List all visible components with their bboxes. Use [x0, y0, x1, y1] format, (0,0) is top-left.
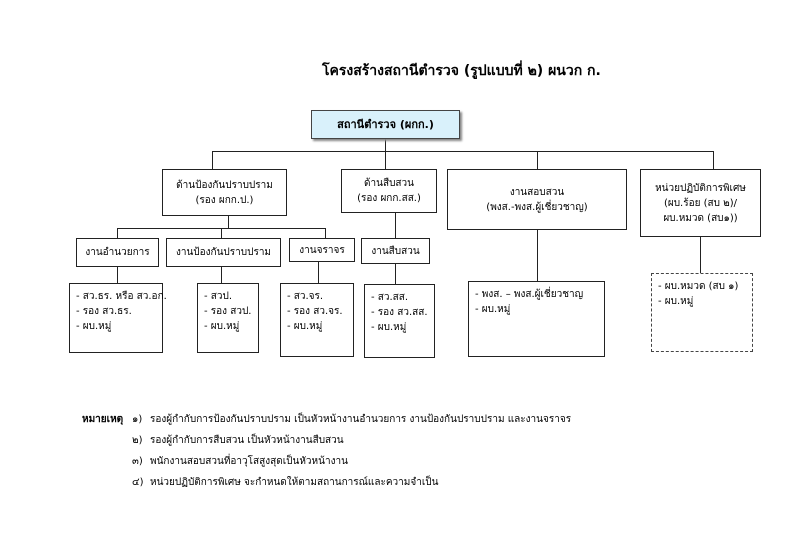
unit-label: งานสืบสวน	[371, 245, 420, 257]
note-row	[82, 430, 571, 451]
staff-item: - รอง สว.จร.	[287, 306, 343, 317]
division-label: ด้านสืบสวน	[364, 178, 414, 189]
note-row	[82, 409, 571, 430]
chart-title: โครงสร้างสถานีตำรวจ (รูปแบบที่ ๒) ผนวก ก.	[322, 63, 601, 79]
connector-line	[221, 228, 222, 238]
division-investigation	[341, 169, 437, 213]
unit-traffic	[289, 238, 355, 262]
staff-item: - ผบ.หมู่	[475, 304, 511, 315]
staff-item: - สว.จร.	[287, 291, 324, 302]
staff-list-prevention	[197, 283, 259, 353]
division-sublabel: (พงส.-พงส.ผู้เชี่ยวชาญ)	[486, 201, 588, 213]
connector-line	[212, 151, 213, 169]
staff-list-traffic	[280, 283, 354, 357]
connector-line	[221, 267, 222, 283]
top-node-label: สถานีตำรวจ (ผกก.)	[337, 118, 434, 131]
connector-line	[385, 139, 386, 151]
division-label: หน่วยปฏิบัติการพิเศษ	[655, 182, 746, 194]
staff-item: - ผบ.หมวด (สบ ๑)	[658, 281, 739, 292]
notes-label: หมายเหตุ	[82, 414, 124, 425]
connector-line	[700, 237, 701, 273]
unit-label: งานป้องกันปราบปราม	[175, 247, 272, 258]
staff-item: - ผบ.หมู่	[204, 321, 240, 332]
division-special-ops	[640, 169, 761, 237]
connector-line	[117, 267, 118, 283]
division-label: งานสอบสวน	[509, 186, 565, 198]
staff-item: - ผบ.หมู่	[287, 321, 323, 332]
note-number: ๑)	[132, 414, 143, 425]
staff-item: - รอง สวป.	[204, 306, 252, 317]
connector-line	[395, 264, 396, 284]
note-number: ๓)	[132, 456, 143, 467]
connector-line	[385, 151, 386, 169]
connector-line	[212, 151, 713, 152]
staff-item: - รอง สว.สส.	[371, 307, 428, 318]
staff-list-administration	[69, 283, 167, 353]
staff-item: - สว.ธร. หรือ สว.อก.	[76, 291, 167, 302]
connector-line	[537, 151, 538, 169]
staff-item: - ผบ.หมู่	[76, 321, 112, 332]
connector-line	[395, 213, 396, 238]
connector-line	[325, 228, 326, 238]
staff-item: - สว.สส.	[371, 292, 409, 303]
division-sublabel: (รอง ผกก.สส.)	[357, 193, 421, 204]
note-text: รองผู้กำกับการสืบสวน เป็นหัวหน้างานสืบสวน	[150, 435, 344, 446]
note-text: หน่วยปฏิบัติการพิเศษ จะกำหนดให้ตามสถานการณ์และความจำเป็น	[150, 477, 439, 488]
unit-label: งานจราจร	[299, 244, 345, 256]
staff-list-special-ops	[651, 273, 753, 352]
note-text: พนักงานสอบสวนที่อาวุโสสูงสุดเป็นหัวหน้างาน	[150, 456, 348, 467]
division-inquiry	[447, 169, 627, 230]
unit-administration	[76, 238, 159, 267]
connector-line	[537, 230, 538, 281]
division-label: ด้านป้องกันปราบปราม	[176, 179, 273, 191]
staff-item: - สวป.	[204, 291, 233, 302]
note-number: ๒)	[132, 435, 143, 446]
unit-label: งานอำนวยการ	[85, 247, 150, 258]
staff-list-investigation	[364, 284, 435, 358]
note-row	[82, 451, 571, 472]
staff-list-inquiry	[468, 281, 605, 357]
division-sublabel: (ผบ.ร้อย (สบ ๒)/	[663, 197, 738, 209]
top-node-police-station	[311, 110, 460, 139]
division-prevention	[162, 169, 287, 216]
unit-prevention	[166, 238, 281, 267]
staff-item: - ผบ.หมู่	[658, 296, 694, 307]
connector-line	[713, 151, 714, 169]
staff-item: - รอง สว.ธร.	[76, 306, 132, 317]
connector-line	[117, 228, 118, 238]
unit-investigation	[361, 238, 430, 264]
division-sublabel: (รอง ผกก.ป.)	[195, 194, 254, 206]
note-row	[82, 472, 571, 493]
connector-line	[318, 262, 319, 283]
notes-section	[82, 409, 571, 493]
staff-item: - พงส. – พงส.ผู้เชี่ยวชาญ	[475, 289, 584, 300]
staff-item: - ผบ.หมู่	[371, 322, 407, 333]
division-sublabel: ผบ.หมวด (สบ๑))	[663, 212, 738, 224]
note-text: รองผู้กำกับการป้องกันปราบปราม เป็นหัวหน้างานอำนวยการ งานป้องกันปราบปราม และงานจราจร	[150, 414, 572, 425]
note-number: ๔)	[132, 477, 144, 488]
connector-line	[228, 216, 229, 228]
